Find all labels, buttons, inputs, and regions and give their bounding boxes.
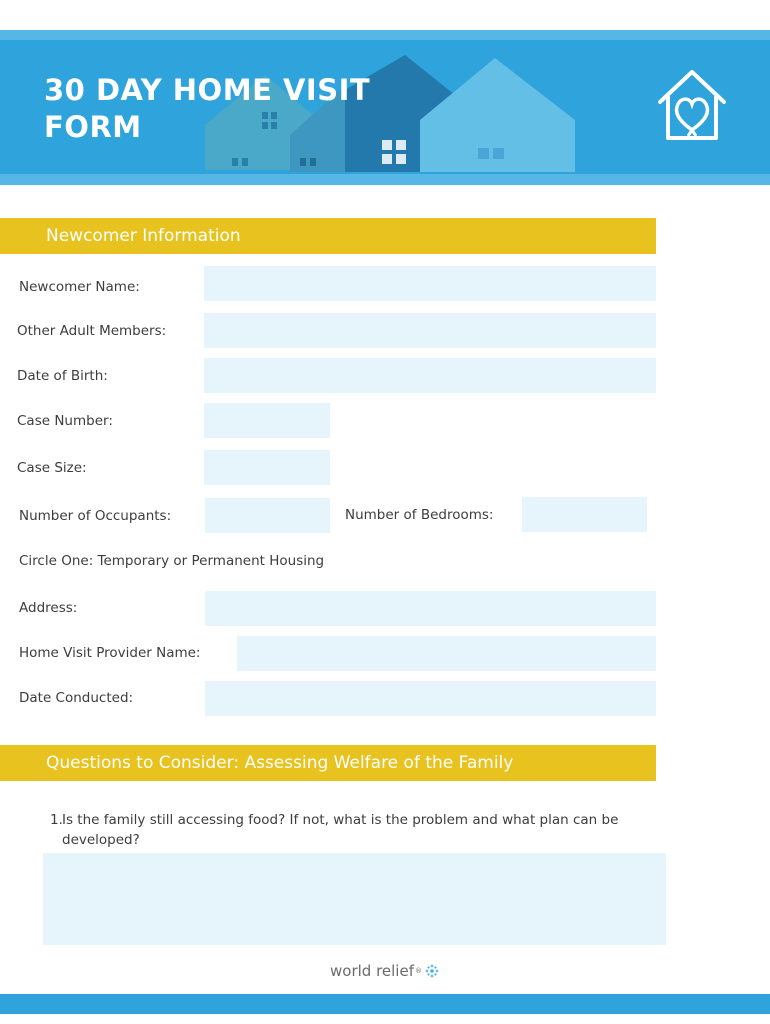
- newcomer-information-heading: Newcomer Information: [0, 218, 656, 254]
- address-label: Address:: [19, 600, 78, 616]
- page-title: [44, 72, 370, 146]
- other-adult-members-field[interactable]: [204, 313, 656, 348]
- number-of-bedrooms-field[interactable]: [522, 497, 647, 532]
- footer-bar: [0, 994, 770, 1014]
- date-conducted-label: Date Conducted:: [19, 690, 134, 706]
- case-size-field[interactable]: [204, 450, 330, 485]
- brand-name: world relief: [330, 962, 414, 980]
- case-number-field[interactable]: [204, 403, 330, 438]
- case-number-label: Case Number:: [17, 413, 113, 429]
- provider-name-label: Home Visit Provider Name:: [19, 645, 201, 661]
- newcomer-name-label: Newcomer Name:: [19, 279, 140, 295]
- number-of-bedrooms-label: Number of Bedrooms:: [345, 507, 494, 523]
- title-line-2: FORM: [44, 110, 142, 144]
- other-adult-members-label: Other Adult Members:: [17, 323, 167, 339]
- question-1: [50, 810, 650, 850]
- number-of-occupants-field[interactable]: [205, 498, 330, 533]
- date-conducted-field[interactable]: [205, 681, 656, 716]
- sparkle-icon: [424, 963, 440, 979]
- address-field[interactable]: [205, 591, 656, 626]
- newcomer-name-field[interactable]: [204, 266, 656, 301]
- date-of-birth-label: Date of Birth:: [17, 368, 108, 384]
- questions-heading: Questions to Consider: Assessing Welfare of the Family: [0, 745, 656, 781]
- house-heart-icon: [652, 66, 732, 144]
- title-line-1: 30 DAY HOME VISIT: [44, 73, 371, 107]
- number-of-occupants-label: Number of Occupants:: [19, 508, 172, 524]
- question-1-answer-field[interactable]: [43, 853, 666, 945]
- world-relief-logo: [330, 962, 440, 980]
- date-of-birth-field[interactable]: [204, 358, 656, 393]
- housing-type-label[interactable]: Circle One: Temporary or Permanent Housing: [19, 553, 325, 569]
- banner-bottom-stripe: [0, 174, 770, 185]
- question-number: 1.: [50, 812, 63, 828]
- provider-name-field[interactable]: [237, 636, 656, 671]
- case-size-label: Case Size:: [17, 460, 87, 476]
- trademark-mark: ®: [414, 967, 422, 975]
- question-text: Is the family still accessing food? If not, what is the problem and what plan can be developed?: [62, 812, 619, 848]
